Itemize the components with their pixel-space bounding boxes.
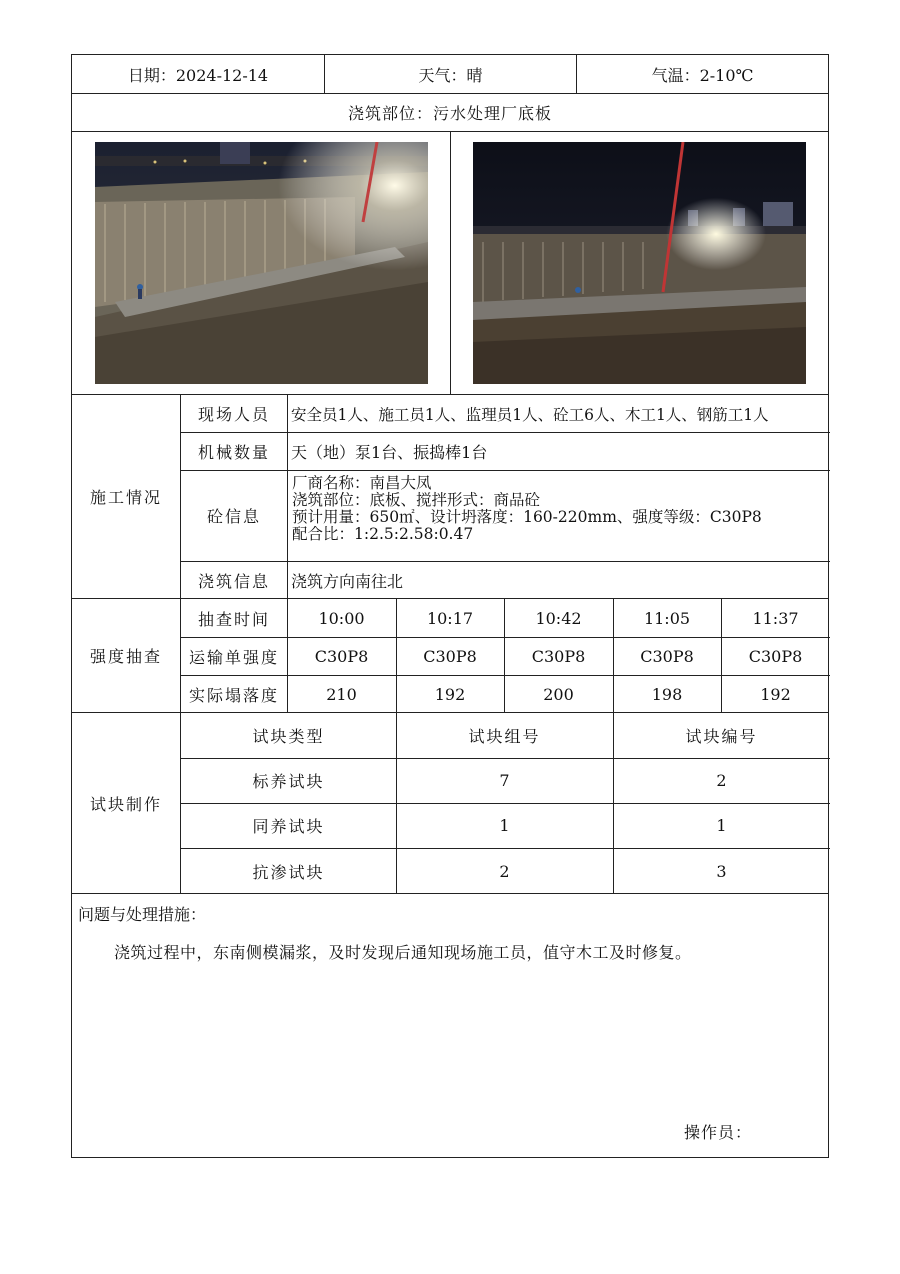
transport-strength: C30P8 — [531, 646, 586, 666]
check-time: 10:00 — [318, 608, 365, 628]
test-block-section — [72, 713, 828, 894]
block-number: 2 — [716, 771, 727, 790]
actual-slump: 210 — [326, 684, 357, 704]
block-type-header: 试块类型 — [252, 727, 325, 746]
block-type: 标养试块 — [252, 772, 325, 791]
strength-section — [72, 599, 828, 713]
transport-strength: C30P8 — [640, 646, 694, 666]
construction-section — [72, 395, 828, 599]
construction-label: 施工情况 — [72, 395, 181, 598]
pour-location: 浇筑部位：污水处理厂底板 — [347, 104, 552, 123]
concrete-label: 砼信息 — [206, 507, 261, 526]
pour-info-label: 浇筑信息 — [197, 571, 270, 591]
block-type: 同养试块 — [252, 817, 325, 836]
staff-value: 安全员1人、施工员1人、监理员1人、砼工6人、木工1人、钢筋工1人 — [291, 405, 769, 424]
actual-slump: 192 — [760, 684, 791, 704]
transport-strength-label: 运输单强度 — [188, 647, 279, 667]
concrete-line: 浇筑部位：底板、搅拌形式：商品砼 — [292, 491, 541, 509]
issues-section — [72, 894, 828, 1156]
check-time: 11:05 — [643, 608, 691, 628]
concrete-line: 厂商名称：南昌大凤 — [292, 474, 432, 492]
block-group: 2 — [499, 861, 510, 881]
block-group-header: 试块组号 — [468, 727, 541, 746]
actual-slump: 200 — [543, 684, 574, 704]
check-time: 11:37 — [752, 608, 799, 628]
actual-slump: 192 — [434, 684, 466, 704]
record-sheet — [71, 54, 829, 1158]
date-cell: 日期：2024-12-14 — [72, 55, 325, 93]
concrete-info — [292, 475, 822, 543]
check-time: 10:42 — [535, 608, 582, 628]
block-number-header: 试块编号 — [685, 727, 758, 746]
machine-value: 天（地）泵1台、振捣棒1台 — [291, 442, 488, 462]
block-group: 7 — [499, 771, 510, 790]
test-block-label: 试块制作 — [72, 713, 181, 893]
site-photo-left — [95, 142, 428, 384]
check-time-label: 抽查时间 — [197, 609, 270, 629]
actual-slump-label: 实际塌落度 — [188, 685, 279, 705]
transport-strength: C30P8 — [748, 646, 803, 666]
concrete-line: 配合比：1:2.5:2.58:0.47 — [292, 525, 474, 543]
pour-location-row — [72, 94, 828, 132]
header-row — [72, 55, 828, 94]
block-group: 1 — [499, 816, 510, 835]
pour-info-value: 浇筑方向南往北 — [291, 571, 404, 591]
site-photo-right — [473, 142, 806, 384]
issues-text: 浇筑过程中，东南侧模漏浆，及时发现后通知现场施工员，值守木工及时修复。 — [114, 943, 692, 962]
machine-label: 机械数量 — [197, 442, 270, 462]
strength-label: 强度抽查 — [72, 599, 181, 712]
check-time: 10:17 — [426, 608, 474, 628]
weather-cell: 天气：晴 — [325, 55, 577, 93]
concrete-line: 预计用量：650㎡、设计坍落度：160-220mm、强度等级：C30P8 — [292, 508, 762, 526]
temperature-cell: 气温：2-10℃ — [651, 65, 754, 85]
issues-label: 问题与处理措施： — [78, 905, 207, 924]
actual-slump: 198 — [651, 684, 683, 704]
transport-strength: C30P8 — [314, 646, 369, 666]
transport-strength: C30P8 — [423, 646, 477, 666]
block-number: 1 — [716, 816, 727, 835]
block-type: 抗渗试块 — [252, 862, 325, 882]
operator-label: 操作员： — [684, 1123, 753, 1142]
block-number: 3 — [716, 861, 727, 881]
photo-row — [72, 132, 828, 395]
staff-label: 现场人员 — [197, 405, 270, 424]
